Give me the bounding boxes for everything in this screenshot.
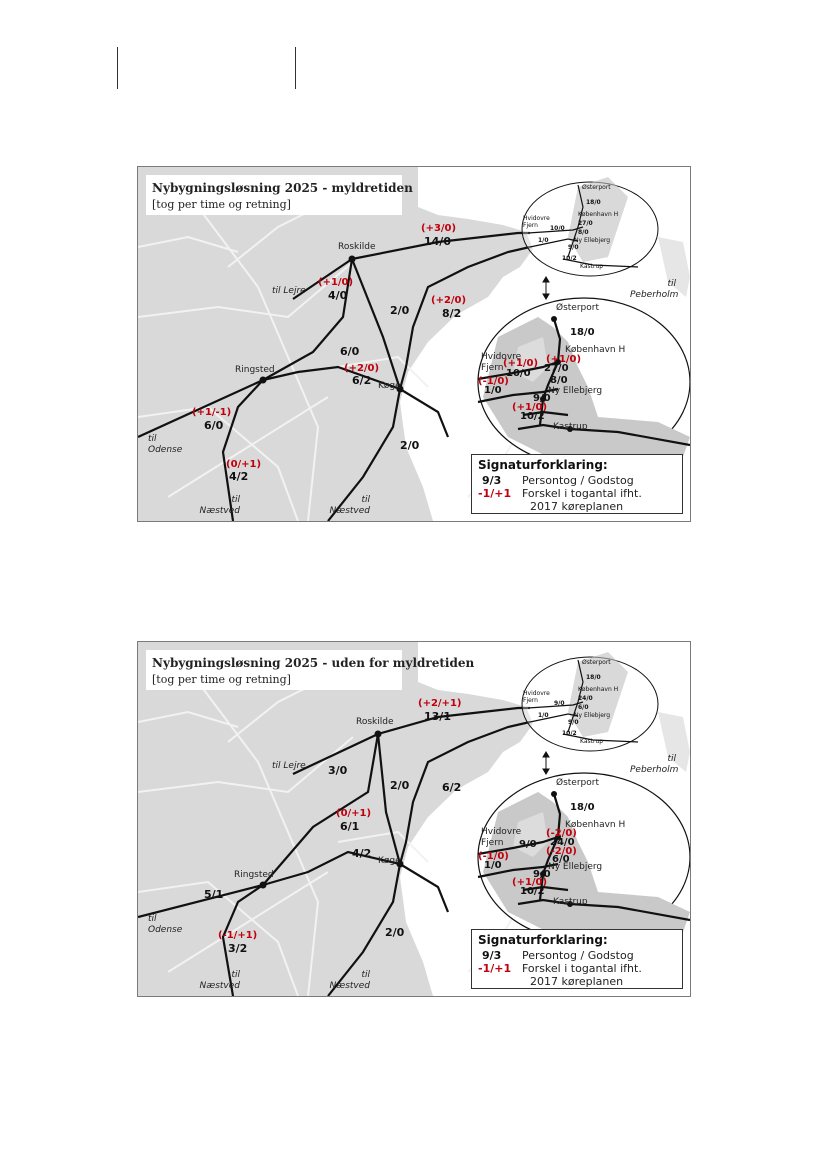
zoom-v1: 18/0	[570, 327, 595, 338]
zoom-kast-diff: (+1/0)	[512, 402, 548, 413]
zoom-kbh-count: 27/0	[544, 363, 569, 374]
diff-lejre: (+1/0)	[318, 277, 354, 288]
zoom-hvidovre: Hvidovre Fjern	[481, 352, 522, 373]
legend	[471, 454, 683, 514]
inset-v5: 1/0	[538, 712, 549, 719]
place-ringsted: Ringsted	[235, 365, 275, 375]
zoom-low-count: 9/0	[533, 393, 551, 404]
diff-koge-north: (+2/0)	[431, 295, 467, 306]
inset-v4: 6/0	[578, 704, 589, 711]
count-naestved-1: 3/2	[228, 942, 248, 955]
place-koge: Køge	[378, 856, 401, 866]
place-til-odense: til Odense	[148, 914, 183, 935]
inset-nyell: Ny Ellebjerg	[574, 712, 611, 719]
place-til-naestved-1: til Næstved	[199, 495, 240, 516]
zoom-kbh: København H	[565, 820, 626, 830]
diff-roskilde-cph: (+3/0)	[421, 223, 457, 234]
diff-roskilde-cph: (+2/+1)	[418, 698, 462, 709]
inset-v5: 1/0	[538, 237, 549, 244]
inset-v7: 10/2	[562, 730, 577, 737]
inset-osterport: Østerport	[582, 184, 611, 191]
count-naestved-2: 2/0	[385, 926, 405, 939]
count-odense: 5/1	[204, 888, 224, 901]
diff-ringsted-koge: (+2/0)	[344, 363, 380, 374]
map-subtitle: [tog per time og retning]	[152, 198, 291, 211]
place-til-odense: til Odense	[148, 434, 183, 455]
zoom-kast-count: 10/2	[520, 886, 545, 897]
zoom-hvid-diff: (+1/0)	[503, 358, 539, 369]
map-subtitle: [tog per time og retning]	[152, 673, 291, 686]
legend-value-diff: Forskel i togantal ifht.	[522, 962, 642, 975]
inset-v1: 18/0	[586, 674, 601, 681]
legend-value-diff-2: 2017 køreplanen	[530, 975, 624, 988]
inset-kbh: København H	[578, 686, 619, 693]
zoom-low-count: 9/0	[533, 869, 551, 880]
inset-nyell: Ny Ellebjerg	[574, 237, 611, 244]
count-roskilde-ringsted: 6/0	[340, 345, 360, 358]
count-ringsted-koge: 6/2	[352, 374, 372, 387]
diff-naestved-1: (0/+1)	[226, 459, 262, 470]
inset-v4: 8/0	[578, 229, 589, 236]
zoom-left-diff: (-1/0)	[478, 376, 509, 387]
zoom-nyell: Ny Ellebjerg	[548, 862, 603, 872]
legend-value-diff: Forskel i togantal ifht.	[522, 487, 642, 500]
place-til-naestved-2: til Næstved	[329, 495, 370, 516]
inset-osterport: Østerport	[582, 659, 611, 666]
legend-value-diff-2: 2017 køreplanen	[530, 500, 624, 513]
zoom-kbh-count: 24/0	[550, 837, 575, 848]
inset-v3: 9/0	[554, 700, 565, 707]
place-til-naestved-2: til Næstved	[329, 970, 370, 991]
inset-v2: 27/0	[578, 220, 593, 227]
zoom-kbh: København H	[565, 345, 626, 355]
count-roskilde-cph: 13/1	[424, 710, 451, 723]
zoom-v1: 18/0	[570, 802, 595, 813]
zoom-left-count: 1/0	[484, 860, 502, 871]
zoom-kastrup: Kastrup	[553, 897, 588, 907]
place-til-peberholm: til Peberholm	[630, 754, 679, 775]
inset-v6: 9/0	[568, 244, 579, 251]
inset-v1: 18/0	[586, 199, 601, 206]
inset-v2: 24/0	[578, 695, 593, 702]
count-naestved-2: 2/0	[400, 439, 420, 452]
count-roskilde-ringsted: 6/1	[340, 820, 360, 833]
place-til-lejre: til Lejre	[272, 286, 306, 296]
zoom-kastrup: Kastrup	[553, 422, 588, 432]
zoom-hvid-count: 10/0	[506, 368, 531, 379]
legend-title: Signaturforklaring:	[478, 458, 608, 472]
inset-kbh: København H	[578, 211, 619, 218]
zoom-kbh-diff: (+1/0)	[546, 354, 582, 365]
zoom-left-diff: (-1/0)	[478, 851, 509, 862]
inset-kastrup: Kastrup	[580, 738, 604, 745]
place-roskilde: Roskilde	[356, 717, 394, 727]
map-offpeak	[137, 641, 691, 997]
zoom-nyell: Ny Ellebjerg	[548, 386, 603, 396]
zoom-mid-count: 6/0	[552, 854, 570, 865]
legend-key-diff: -1/+1	[478, 962, 512, 975]
header-rule-right	[295, 47, 296, 89]
zoom-hvidovre: Hvidovre Fjern	[481, 827, 522, 848]
zoom-kast-count: 10/2	[520, 411, 545, 422]
place-roskilde: Roskilde	[338, 242, 376, 252]
inset-hvidovre: Hvidovre Fjern	[523, 690, 550, 704]
zoom-kbh-diff: (-2/0)	[546, 828, 577, 839]
legend-value-counts: Persontog / Godstog	[522, 949, 634, 962]
diff-odense: (+1/-1)	[192, 407, 232, 418]
legend-key-diff: -1/+1	[478, 487, 512, 500]
place-til-peberholm: til Peberholm	[630, 279, 679, 300]
map-title: Nybygningsløsning 2025 - myldretiden	[152, 181, 413, 195]
legend	[471, 929, 683, 989]
inset-hvidovre: Hvidovre Fjern	[523, 215, 550, 229]
place-til-lejre: til Lejre	[272, 761, 306, 771]
count-roskilde-koge: 2/0	[390, 779, 410, 792]
place-koge: Køge	[378, 381, 401, 391]
zoom-left-count: 1/0	[484, 385, 502, 396]
legend-key-counts: 9/3	[482, 474, 502, 487]
place-ringsted: Ringsted	[234, 870, 274, 880]
count-koge-north: 6/2	[442, 781, 462, 794]
legend-value-counts: Persontog / Godstog	[522, 474, 634, 487]
count-naestved-1: 4/2	[229, 470, 249, 483]
header-rule-left	[117, 47, 118, 89]
count-koge-north: 8/2	[442, 307, 462, 320]
count-roskilde-cph: 14/0	[424, 235, 451, 248]
zoom-hvid-count: 9/0	[519, 839, 537, 850]
inset-v3: 10/0	[550, 225, 565, 232]
legend-key-counts: 9/3	[482, 949, 502, 962]
count-lejre: 3/0	[328, 764, 348, 777]
count-odense: 6/0	[204, 419, 224, 432]
count-ringsted-koge: 4/2	[352, 847, 372, 860]
zoom-osterport: Østerport	[556, 303, 599, 313]
legend-title: Signaturforklaring:	[478, 933, 608, 947]
inset-v6: 9/0	[568, 719, 579, 726]
count-roskilde-koge: 2/0	[390, 304, 410, 317]
zoom-mid-diff: (-2/0)	[546, 846, 577, 857]
zoom-kast-diff: (+1/0)	[512, 877, 548, 888]
count-lejre: 4/0	[328, 289, 348, 302]
diff-roskilde-ringsted: (0/+1)	[336, 808, 372, 819]
map-peak	[137, 166, 691, 522]
place-til-naestved-1: til Næstved	[199, 970, 240, 991]
zoom-mid-count: 8/0	[550, 375, 568, 386]
inset-v7: 10/2	[562, 255, 577, 262]
zoom-osterport: Østerport	[556, 778, 599, 788]
inset-kastrup: Kastrup	[580, 263, 604, 270]
map-title: Nybygningsløsning 2025 - uden for myldretiden	[152, 656, 475, 670]
diff-naestved-1: (-1/+1)	[218, 930, 258, 941]
